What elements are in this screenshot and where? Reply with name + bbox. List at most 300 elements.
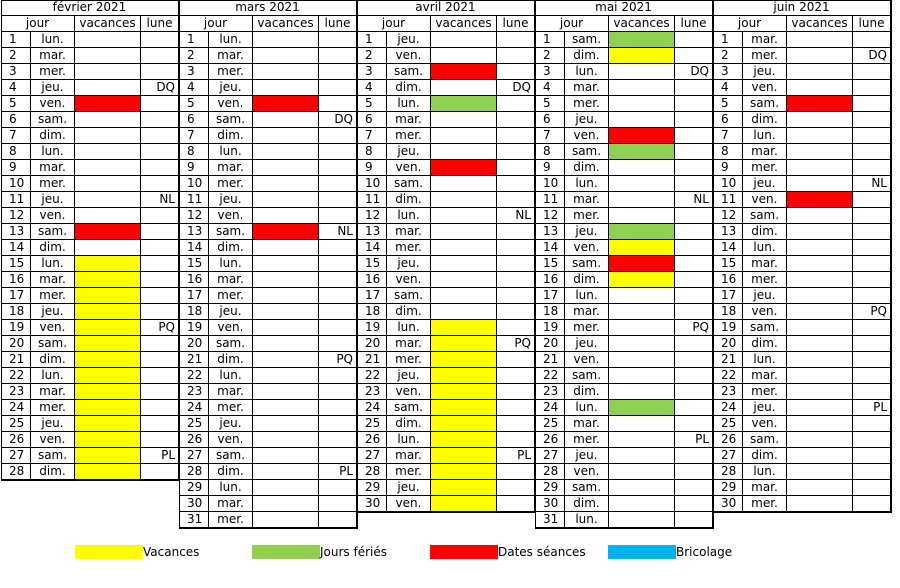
moon-phase [319, 272, 357, 288]
day-number: 25 [357, 416, 387, 432]
moon-phase [319, 432, 357, 448]
legend-label-vacances: Vacances [143, 545, 200, 559]
moon-phase [853, 384, 891, 400]
vacances-cell [609, 272, 675, 288]
day-number: 24 [1, 400, 31, 416]
day-name: dim. [565, 496, 609, 512]
moon-phase [853, 368, 891, 384]
vacances-cell [253, 208, 319, 224]
day-number: 24 [535, 400, 565, 416]
day-number: 20 [1, 336, 31, 352]
day-number: 11 [179, 192, 209, 208]
day-name: sam. [565, 32, 609, 48]
moon-phase [853, 432, 891, 448]
day-number: 11 [535, 192, 565, 208]
moon-phase [497, 240, 535, 256]
day-name: ven. [565, 464, 609, 480]
day-name: lun. [565, 64, 609, 80]
moon-phase [675, 416, 713, 432]
day-name: ven. [565, 128, 609, 144]
day-number: 26 [357, 432, 387, 448]
vacances-cell [787, 400, 853, 416]
day-name: ven. [209, 320, 253, 336]
day-number: 27 [535, 448, 565, 464]
moon-phase [319, 256, 357, 272]
vacances-cell [75, 64, 141, 80]
day-number: 5 [535, 96, 565, 112]
day-number: 11 [1, 192, 31, 208]
vacances-cell [609, 112, 675, 128]
month-title: juin 2021 [713, 0, 891, 16]
day-name: lun. [209, 368, 253, 384]
day-name: dim. [565, 160, 609, 176]
moon-phase [497, 288, 535, 304]
moon-phase [853, 80, 891, 96]
moon-phase [675, 272, 713, 288]
moon-phase [853, 464, 891, 480]
vacances-cell [787, 448, 853, 464]
moon-phase [497, 64, 535, 80]
day-number: 18 [535, 304, 565, 320]
legend-item-seances [430, 542, 600, 562]
moon-phase: PL [497, 448, 535, 464]
day-number: 1 [535, 32, 565, 48]
day-name: mar. [565, 304, 609, 320]
legend-label-feries: Jours fériés [320, 545, 387, 559]
vacances-cell [431, 368, 497, 384]
day-number: 29 [535, 480, 565, 496]
vacances-cell [431, 96, 497, 112]
day-name: sam. [387, 176, 431, 192]
day-name: ven. [743, 80, 787, 96]
day-number: 21 [357, 352, 387, 368]
day-number: 13 [713, 224, 743, 240]
day-name: mer. [743, 384, 787, 400]
day-number: 1 [357, 32, 387, 48]
vacances-cell [609, 144, 675, 160]
vacances-cell [609, 368, 675, 384]
day-number: 13 [179, 224, 209, 240]
moon-phase [141, 240, 179, 256]
day-number: 15 [357, 256, 387, 272]
day-number: 9 [713, 160, 743, 176]
vacances-cell [253, 32, 319, 48]
day-name: mar. [387, 112, 431, 128]
day-number: 29 [713, 480, 743, 496]
day-number: 18 [1, 304, 31, 320]
moon-phase: PL [675, 432, 713, 448]
vacances-cell [787, 432, 853, 448]
day-number: 17 [357, 288, 387, 304]
day-number: 30 [535, 496, 565, 512]
day-name: mer. [743, 48, 787, 64]
moon-phase [319, 512, 357, 528]
day-name: mer. [387, 464, 431, 480]
vacances-cell [787, 288, 853, 304]
day-name: dim. [209, 352, 253, 368]
day-name: sam. [387, 288, 431, 304]
vacances-cell [75, 336, 141, 352]
day-name: dim. [209, 240, 253, 256]
vacances-cell [253, 352, 319, 368]
day-name: jeu. [31, 192, 75, 208]
day-name: lun. [31, 368, 75, 384]
vacances-cell [431, 448, 497, 464]
day-number: 28 [713, 464, 743, 480]
vacances-cell [253, 240, 319, 256]
vacances-cell [75, 272, 141, 288]
day-name: lun. [387, 96, 431, 112]
day-name: lun. [565, 512, 609, 528]
day-number: 26 [713, 432, 743, 448]
day-number: 2 [1, 48, 31, 64]
vacances-cell [609, 64, 675, 80]
day-name: dim. [565, 272, 609, 288]
moon-phase [853, 128, 891, 144]
day-name: sam. [209, 448, 253, 464]
day-name: sam. [31, 448, 75, 464]
day-name: ven. [387, 496, 431, 512]
vacances-cell [609, 80, 675, 96]
day-name: dim. [743, 336, 787, 352]
moon-phase: NL [853, 176, 891, 192]
day-name: mer. [209, 176, 253, 192]
vacances-cell [75, 256, 141, 272]
day-name: lun. [565, 288, 609, 304]
moon-phase [141, 208, 179, 224]
moon-phase [497, 112, 535, 128]
day-name: mer. [209, 288, 253, 304]
day-name: sam. [743, 208, 787, 224]
day-name: sam. [209, 224, 253, 240]
vacances-cell [75, 288, 141, 304]
legend [0, 542, 900, 566]
day-number: 4 [1, 80, 31, 96]
day-number: 22 [357, 368, 387, 384]
moon-phase [141, 304, 179, 320]
day-number: 16 [1, 272, 31, 288]
moon-phase [319, 288, 357, 304]
moon-phase: PQ [853, 304, 891, 320]
day-number: 25 [713, 416, 743, 432]
moon-phase [853, 496, 891, 512]
day-number: 17 [179, 288, 209, 304]
moon-phase [497, 320, 535, 336]
day-number: 4 [357, 80, 387, 96]
day-name: mer. [387, 352, 431, 368]
day-number: 8 [179, 144, 209, 160]
vacances-cell [253, 144, 319, 160]
day-number: 21 [713, 352, 743, 368]
vacances-cell [253, 496, 319, 512]
day-name: jeu. [209, 416, 253, 432]
vacances-cell [253, 160, 319, 176]
vacances-cell [75, 96, 141, 112]
column-header-vacances: vacances [75, 16, 141, 32]
column-header-lune: lune [853, 16, 891, 32]
vacances-cell [787, 496, 853, 512]
day-name: jeu. [209, 304, 253, 320]
moon-phase [853, 272, 891, 288]
vacances-cell [609, 160, 675, 176]
day-name: sam. [565, 480, 609, 496]
day-name: jeu. [387, 368, 431, 384]
day-number: 7 [1, 128, 31, 144]
vacances-cell [609, 400, 675, 416]
vacances-cell [75, 352, 141, 368]
column-header-vacances: vacances [787, 16, 853, 32]
day-number: 30 [357, 496, 387, 512]
moon-phase [497, 192, 535, 208]
day-name: dim. [743, 224, 787, 240]
vacances-cell [787, 320, 853, 336]
vacances-cell [431, 352, 497, 368]
moon-phase [319, 336, 357, 352]
moon-phase [675, 496, 713, 512]
moon-phase: PQ [141, 320, 179, 336]
moon-phase [141, 96, 179, 112]
vacances-cell [253, 224, 319, 240]
vacances-cell [253, 176, 319, 192]
moon-phase [675, 256, 713, 272]
day-number: 21 [535, 352, 565, 368]
moon-phase [319, 144, 357, 160]
day-number: 4 [713, 80, 743, 96]
vacances-cell [253, 128, 319, 144]
vacances-cell [787, 80, 853, 96]
vacances-cell [253, 288, 319, 304]
vacances-cell [431, 416, 497, 432]
moon-phase [853, 192, 891, 208]
day-name: dim. [565, 48, 609, 64]
moon-phase [675, 384, 713, 400]
day-name: dim. [743, 448, 787, 464]
day-number: 9 [179, 160, 209, 176]
day-number: 12 [357, 208, 387, 224]
vacances-cell [431, 336, 497, 352]
vacances-cell [787, 160, 853, 176]
moon-phase [675, 80, 713, 96]
vacances-cell [431, 464, 497, 480]
moon-phase [675, 128, 713, 144]
day-name: mer. [31, 176, 75, 192]
day-number: 26 [179, 432, 209, 448]
vacances-cell [609, 464, 675, 480]
vacances-cell [253, 256, 319, 272]
moon-phase [497, 304, 535, 320]
day-name: jeu. [31, 304, 75, 320]
day-number: 9 [535, 160, 565, 176]
day-name: mer. [565, 432, 609, 448]
moon-phase [141, 144, 179, 160]
day-name: sam. [209, 336, 253, 352]
moon-phase [141, 48, 179, 64]
day-number: 16 [713, 272, 743, 288]
day-name: mer. [565, 208, 609, 224]
vacances-cell [609, 208, 675, 224]
vacances-cell [787, 176, 853, 192]
moon-phase [319, 160, 357, 176]
day-number: 16 [357, 272, 387, 288]
day-number: 10 [535, 176, 565, 192]
vacances-cell [787, 128, 853, 144]
day-name: ven. [565, 352, 609, 368]
moon-phase [497, 416, 535, 432]
vacances-cell [75, 416, 141, 432]
day-name: ven. [565, 240, 609, 256]
day-number: 26 [535, 432, 565, 448]
vacances-cell [787, 64, 853, 80]
day-name: lun. [743, 128, 787, 144]
moon-phase [853, 352, 891, 368]
vacances-cell [787, 464, 853, 480]
moon-phase: PQ [319, 352, 357, 368]
day-number: 19 [179, 320, 209, 336]
day-number: 2 [535, 48, 565, 64]
day-number: 13 [535, 224, 565, 240]
day-name: jeu. [387, 144, 431, 160]
day-name: sam. [565, 256, 609, 272]
vacances-cell [609, 128, 675, 144]
moon-phase [675, 368, 713, 384]
day-name: ven. [743, 192, 787, 208]
column-header-lune: lune [675, 16, 713, 32]
vacances-cell [75, 48, 141, 64]
day-name: sam. [31, 336, 75, 352]
day-number: 28 [1, 464, 31, 480]
column-header-jour: jour [713, 16, 787, 32]
vacances-cell [609, 512, 675, 528]
vacances-cell [787, 272, 853, 288]
vacances-cell [609, 336, 675, 352]
moon-phase: NL [675, 192, 713, 208]
moon-phase [141, 336, 179, 352]
vacances-cell [431, 64, 497, 80]
moon-phase: DQ [853, 48, 891, 64]
moon-phase [675, 112, 713, 128]
vacances-cell [609, 480, 675, 496]
vacances-cell [431, 496, 497, 512]
day-number: 12 [1, 208, 31, 224]
day-number: 6 [535, 112, 565, 128]
month-title: mai 2021 [535, 0, 713, 16]
day-name: ven. [387, 384, 431, 400]
day-number: 20 [179, 336, 209, 352]
moon-phase [141, 160, 179, 176]
day-name: ven. [31, 96, 75, 112]
moon-phase [675, 176, 713, 192]
day-name: jeu. [31, 416, 75, 432]
vacances-cell [253, 96, 319, 112]
day-name: lun. [743, 352, 787, 368]
day-name: mer. [743, 160, 787, 176]
day-number: 15 [1, 256, 31, 272]
day-number: 10 [357, 176, 387, 192]
day-number: 27 [357, 448, 387, 464]
day-number: 25 [179, 416, 209, 432]
moon-phase [319, 128, 357, 144]
moon-phase: DQ [497, 80, 535, 96]
moon-phase [675, 304, 713, 320]
moon-phase [853, 32, 891, 48]
day-number: 19 [713, 320, 743, 336]
moon-phase [319, 208, 357, 224]
day-name: lun. [387, 320, 431, 336]
vacances-cell [431, 240, 497, 256]
moon-phase [853, 288, 891, 304]
day-number: 30 [713, 496, 743, 512]
day-number: 5 [357, 96, 387, 112]
vacances-cell [787, 144, 853, 160]
moon-phase [319, 304, 357, 320]
vacances-cell [431, 48, 497, 64]
moon-phase: NL [141, 192, 179, 208]
moon-phase [497, 48, 535, 64]
day-number: 2 [357, 48, 387, 64]
day-name: mer. [209, 400, 253, 416]
day-name: jeu. [565, 224, 609, 240]
day-name: lun. [387, 208, 431, 224]
day-number: 1 [179, 32, 209, 48]
moon-phase [853, 96, 891, 112]
moon-phase [141, 272, 179, 288]
moon-phase [319, 384, 357, 400]
moon-phase [141, 256, 179, 272]
moon-phase [497, 256, 535, 272]
legend-swatch-seances [430, 545, 498, 559]
moon-phase [497, 224, 535, 240]
day-number: 23 [1, 384, 31, 400]
day-name: dim. [31, 352, 75, 368]
month-title: mars 2021 [179, 0, 357, 16]
vacances-cell [431, 400, 497, 416]
day-name: lun. [387, 432, 431, 448]
day-number: 8 [1, 144, 31, 160]
vacances-cell [431, 208, 497, 224]
day-number: 8 [535, 144, 565, 160]
day-name: sam. [31, 112, 75, 128]
day-name: sam. [743, 320, 787, 336]
day-number: 7 [179, 128, 209, 144]
vacances-cell [75, 400, 141, 416]
moon-phase [141, 112, 179, 128]
day-name: lun. [31, 144, 75, 160]
day-number: 6 [179, 112, 209, 128]
day-number: 9 [357, 160, 387, 176]
day-number: 28 [179, 464, 209, 480]
day-name: ven. [743, 416, 787, 432]
day-name: mar. [387, 448, 431, 464]
vacances-cell [787, 304, 853, 320]
moon-phase: NL [319, 224, 357, 240]
vacances-cell [787, 368, 853, 384]
day-number: 22 [179, 368, 209, 384]
day-number: 5 [713, 96, 743, 112]
day-name: dim. [743, 112, 787, 128]
vacances-cell [75, 464, 141, 480]
day-name: mar. [743, 256, 787, 272]
vacances-cell [609, 384, 675, 400]
legend-swatch-feries [252, 545, 320, 559]
day-number: 18 [713, 304, 743, 320]
day-number: 14 [1, 240, 31, 256]
day-name: dim. [387, 304, 431, 320]
day-number: 20 [713, 336, 743, 352]
day-number: 15 [179, 256, 209, 272]
moon-phase [141, 128, 179, 144]
moon-phase [319, 496, 357, 512]
day-name: sam. [743, 96, 787, 112]
